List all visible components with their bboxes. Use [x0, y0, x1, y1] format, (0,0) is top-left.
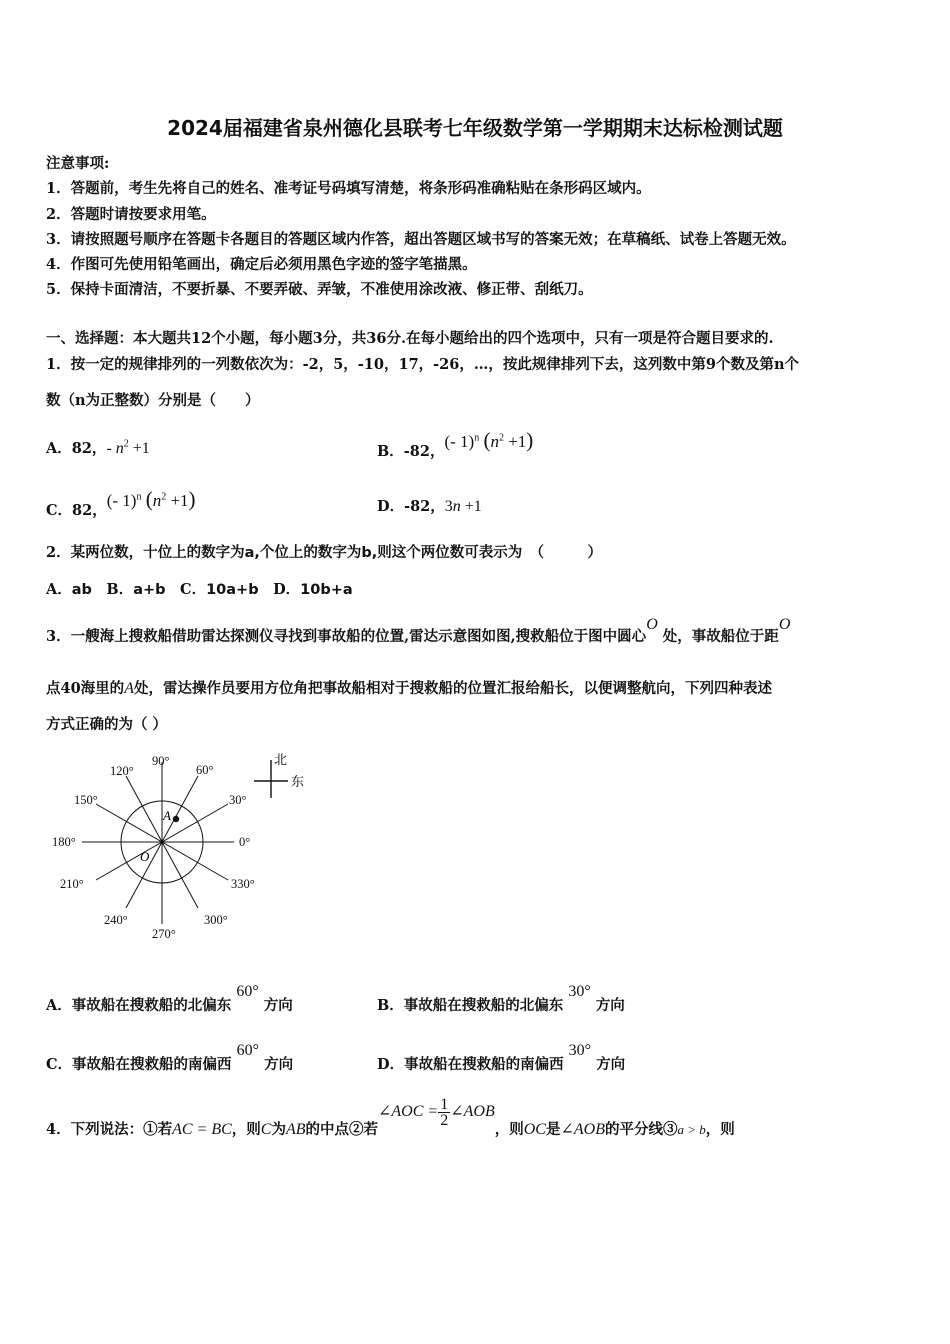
angle-label-210: 210° — [60, 877, 84, 891]
angle-label-0: 0° — [239, 835, 251, 849]
question-3-line3: 方式正确的为（ ） — [46, 716, 168, 733]
angle-label-30: 30° — [229, 793, 247, 807]
angle-label-330: 330° — [231, 877, 255, 891]
angle-label-90: 90° — [152, 754, 170, 768]
angle-label-120: 120° — [110, 764, 134, 778]
radar-diagram — [46, 748, 326, 948]
question-2-stem: 2．某两位数，十位上的数字为a,个位上的数字为b,则这个两位数可表示为 （ ） — [46, 544, 603, 561]
angle-label-300: 300° — [204, 913, 228, 927]
q1-option-a: A．82，- $n^2 +1$ — [46, 438, 150, 457]
question-3-line1: 3．一艘海上搜救船借助雷达探测仪寻找到事故船的位置,雷达示意图如图,搜救船位于图中圆心O 处，事故船位于距O — [46, 616, 791, 645]
compass-north-label: 北 — [274, 753, 288, 768]
fraction-one-half: $\frac{1}{2}$ — [440, 1095, 449, 1129]
angle-label-270: 270° — [152, 927, 176, 941]
angle-label-240: 240° — [104, 913, 128, 927]
question-4-stem: 4．下列说法：①若AC = BC，则C为AB的中点②若∠AOC = $\frac{1}{2}$ ∠AOB，则OC是∠AOB的平分线③a > b，则 — [46, 1095, 735, 1138]
question-2-options: A．ab B．a+b C．10a+b D．10b+a — [46, 581, 353, 598]
q1-option-c: C．82，(- 1)$^n$ $(n^2 +1)$ — [46, 487, 196, 519]
notice-item: 4．作图可先使用铅笔画出，确定后必须用黑色字迹的签字笔描黑。 — [46, 256, 477, 273]
notice-item: 1．答题前，考生先将自己的姓名、准考证号码填写清楚，将条形码准确粘贴在条形码区域内。 — [46, 180, 651, 197]
angle-label-150: 150° — [74, 793, 98, 807]
notice-heading: 注意事项: — [46, 155, 110, 172]
q3-option-c: C．事故船在搜救船的南偏西 60° 方向 — [46, 1042, 294, 1073]
page-title: 2024届福建省泉州德化县联考七年级数学第一学期期末达标检测试题 — [167, 116, 783, 140]
notice-item: 3．请按照题号顺序在答题卡各题目的答题区域内作答，超出答题区域书写的答案无效；在草稿纸、试卷上答题无效。 — [46, 231, 796, 248]
q3-option-b: B．事故船在搜救船的北偏东 30° 方向 — [377, 983, 625, 1014]
angle-label-180: 180° — [52, 835, 76, 849]
question-1-line2: 数（n为正整数）分别是（ ） — [46, 392, 260, 409]
q1-option-d: D．-82，3n +1 — [377, 498, 482, 515]
question-3-line2: 点40海里的A处，雷达操作员要用方位角把事故船相对于搜救船的位置汇报给船长，以便调整航向，下列四种表述 — [46, 680, 772, 697]
q1-option-a-math: - $n^2 +1$ — [106, 438, 150, 457]
notice-item: 5．保持卡面清洁，不要折暴、不要弄破、弄皱，不准使用涂改液、修正带、刮纸刀。 — [46, 281, 593, 298]
compass-east-label: 东 — [291, 775, 305, 790]
point-a-label: A — [163, 808, 171, 823]
question-1-line1: 1．按一定的规律排列的一列数依次为：-2，5，-10，17，-26，…，按此规律排列下去，这列数中第9个数及第n个 — [46, 356, 799, 373]
point-a-dot — [173, 816, 179, 822]
q3-option-d: D．事故船在搜救船的南偏西 30° 方向 — [377, 1042, 626, 1073]
section-heading: 一、选择题：本大题共12个小题，每小题3分，共36分.在每小题给出的四个选项中，只有一项是符合题目要求的. — [46, 330, 774, 347]
q1-option-b: B．-82，(- 1)$^n$ $(n^2 +1)$ — [377, 428, 534, 460]
angle-label-60: 60° — [196, 763, 214, 777]
q3-option-a: A．事故船在搜救船的北偏东 60° 方向 — [46, 983, 293, 1014]
notice-item: 2．答题时请按要求用笔。 — [46, 206, 216, 223]
point-o-label: O — [140, 849, 150, 864]
